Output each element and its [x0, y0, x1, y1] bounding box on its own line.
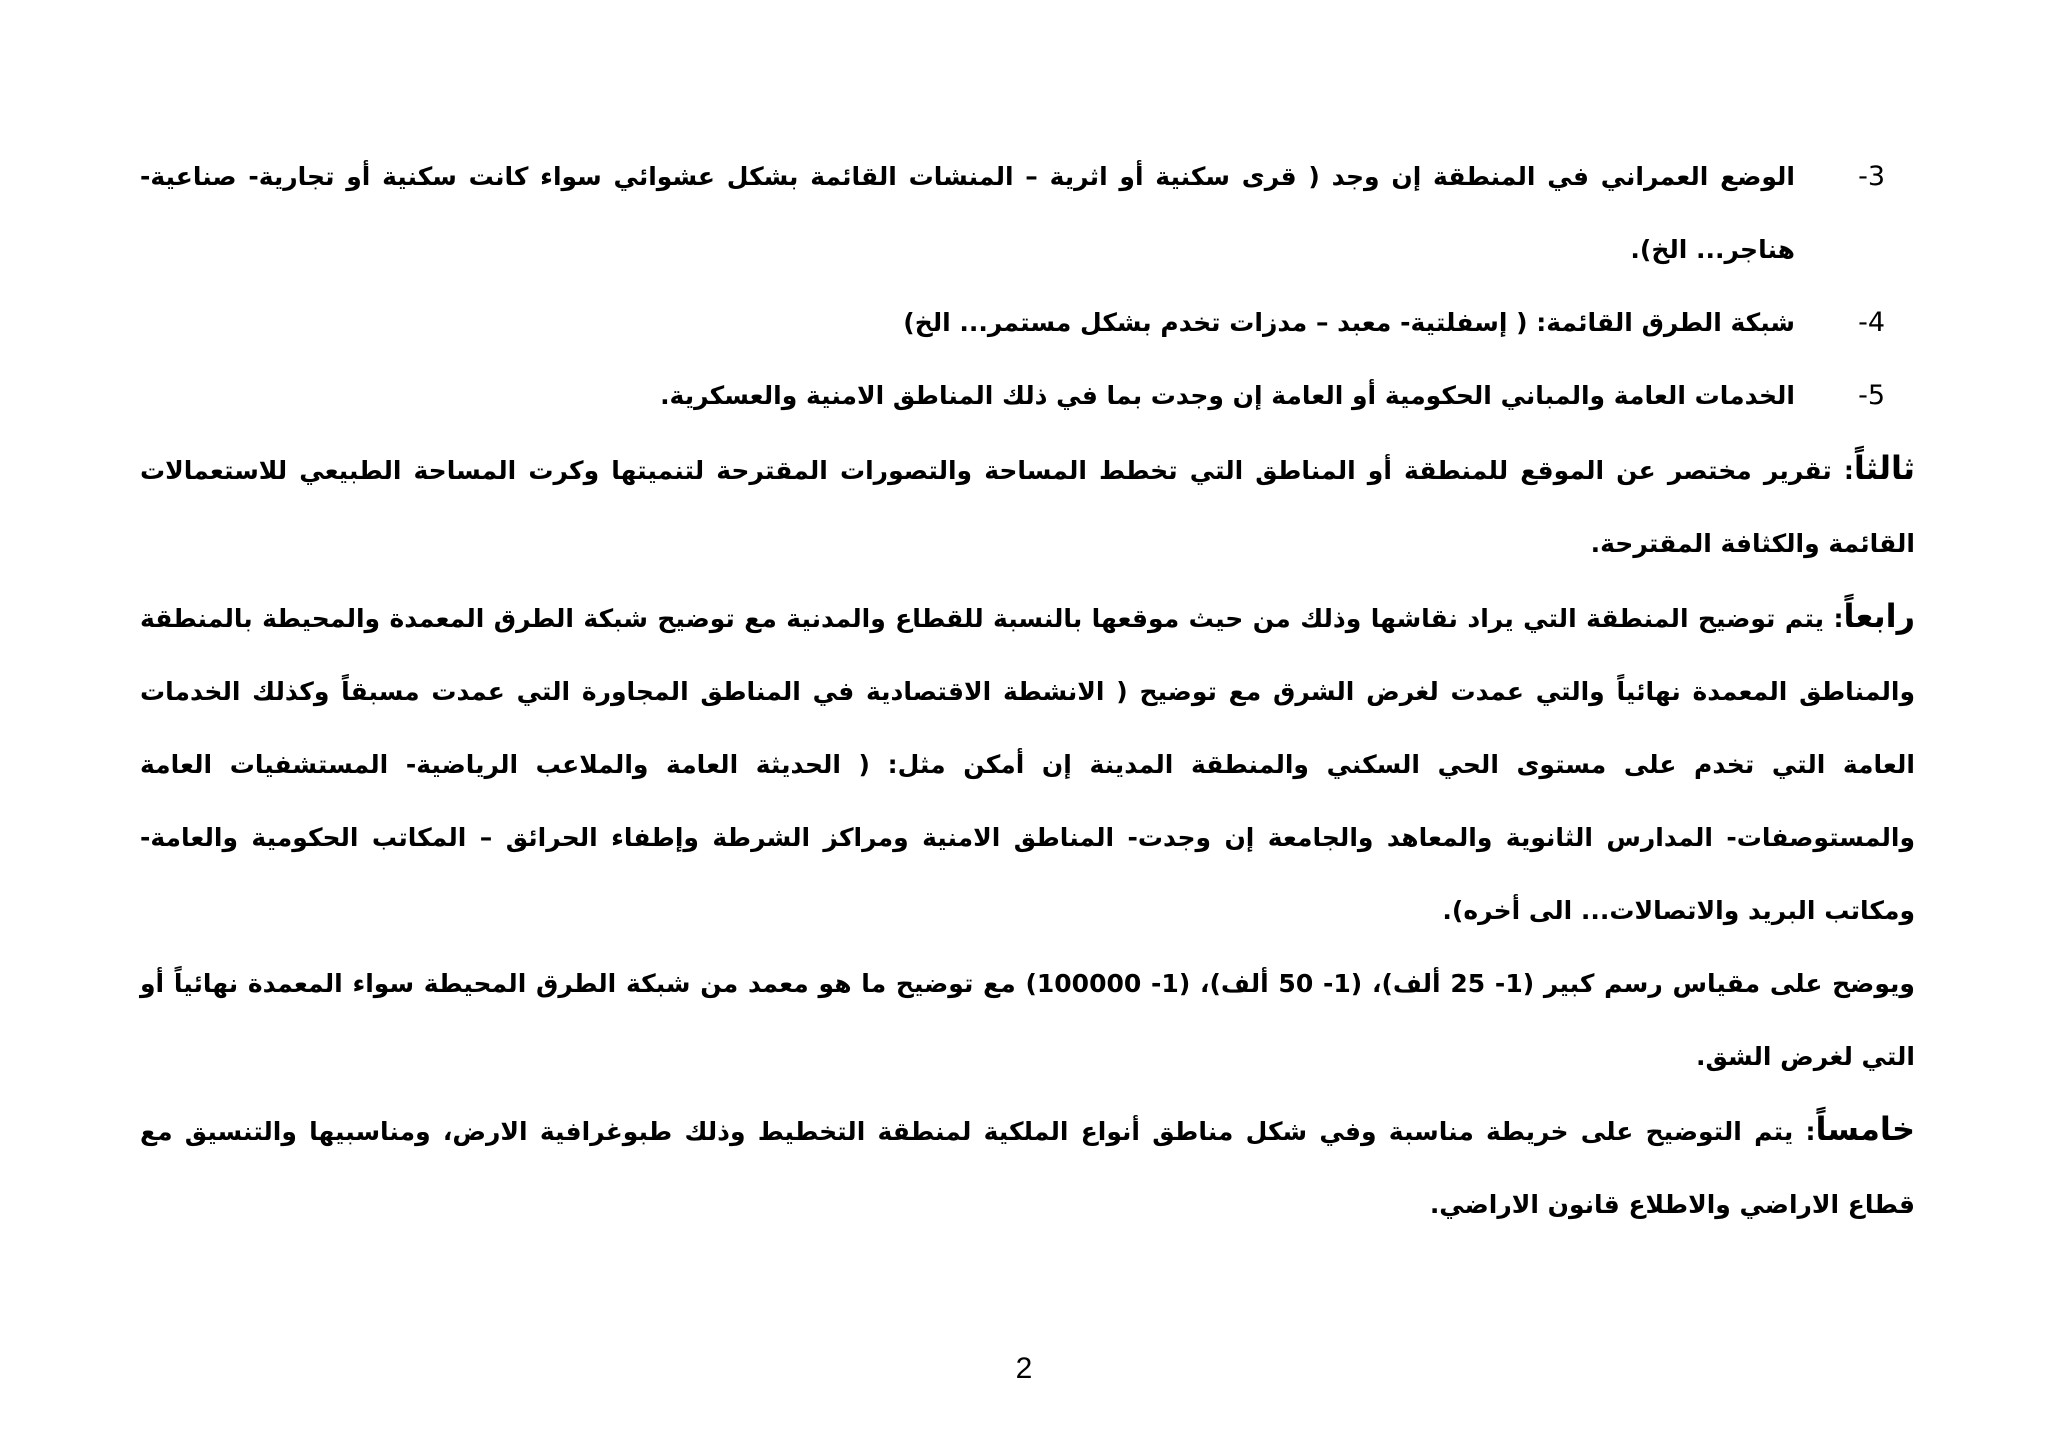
section-fourth: [140, 580, 1915, 947]
section-fourth-text: : يتم توضيح المنطقة التي يراد نقاشها وذلك من حيث موقعها بالنسبة للقطاع والمدنية مع توضيح شبكة الطرق المعمدة والمحيطة بالمنطقة والمناطق المعمدة نهائياً والتي عمدت لغرض الشرق مع توضيح ( الانشطة الاقتصادية في المناطق المجاورة التي عمدت مسبقاً وكذلك الخدمات العامة التي تخدم على مستوى الحي السكني والمنطقة المدينة إن أمكن مثل: ( الحديثة العامة والملاعب الرياضية- المستشفيات العامة والمستوصفات- المدارس الثانوية والمعاهد والجامعة إن وجدت- المناطق الامنية ومراكز الشرطة وإطفاء الحرائق – المكاتب الحكومية والعامة- ومكاتب البريد والاتصالات... الى أخره).: [140, 604, 1915, 925]
section-fifth-heading: خامساً: [1815, 1110, 1915, 1148]
section-third-heading: ثالثاً: [1853, 449, 1915, 487]
page-number: 2: [1015, 1352, 1033, 1385]
list-item-number: 4-: [1858, 307, 1885, 338]
section-third: [140, 432, 1915, 580]
scale-paragraph: [140, 947, 1915, 1093]
list-item-number: 5-: [1858, 380, 1885, 411]
document-body: [140, 140, 1915, 1241]
list-item-text: شبكة الطرق القائمة: ( إسفلتية- معبد – مدزات تخدم بشكل مستمر... الخ): [903, 308, 1795, 337]
section-fifth-text: : يتم التوضيح على خريطة مناسبة وفي شكل مناطق أنواع الملكية لمنطقة التخطيط وذلك طبوغرافية الارض، ومناسبيها والتنسيق مع قطاع الاراضي والاطلاع قانون الاراضي.: [140, 1117, 1915, 1219]
list-item-4: [140, 286, 1915, 359]
list-item-3: [140, 140, 1915, 286]
list-item-5: [140, 359, 1915, 432]
section-third-text: : تقرير مختصر عن الموقع للمنطقة أو المناطق التي تخطط المساحة والتصورات المقترحة لتنميتها وكرت المساحة الطبيعي للاستعمالات القائمة والكثافة المقترحة.: [140, 456, 1915, 558]
section-fourth-heading: رابعاً: [1843, 597, 1915, 635]
section-fifth: [140, 1093, 1915, 1241]
list-item-text: الخدمات العامة والمباني الحكومية أو العامة إن وجدت بما في ذلك المناطق الامنية والعسكرية.: [660, 381, 1795, 410]
list-item-text: الوضع العمراني في المنطقة إن وجد ( قرى سكنية أو اثرية – المنشات القائمة بشكل عشوائي سواء كانت سكنية أو تجارية- صناعية- هناجر... الخ).: [140, 162, 1795, 264]
list-item-number: 3-: [1858, 161, 1885, 192]
scale-paragraph-text: ويوضح على مقياس رسم كبير (1- 25 ألف)، (1- 50 ألف)، (1- 100000) مع توضيح ما هو معمد من شبكة الطرق المحيطة سواء المعمدة نهائياً أو التي لغرض الشق.: [140, 969, 1915, 1071]
